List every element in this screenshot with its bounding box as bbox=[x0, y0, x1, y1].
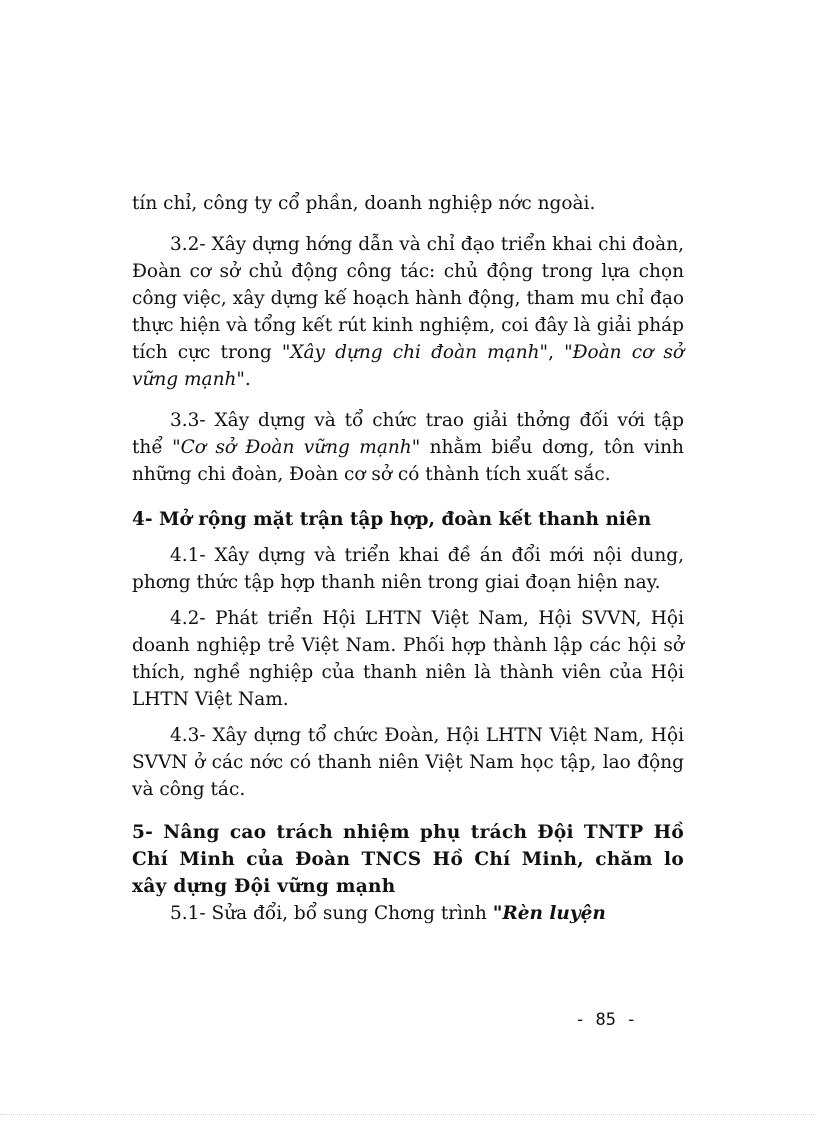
paragraph-3-2-emphasis-1: "Xây dựng chi đoàn mạnh" bbox=[281, 342, 549, 363]
paragraph-3-2-separator: , bbox=[548, 342, 565, 363]
paragraph-3-3-text: 3.3- Xây dựng và tổ chức trao giải thởng đối với tập thể " bbox=[132, 410, 684, 458]
paragraph-3-3-emphasis: Cơ sở Đoàn vững mạnh bbox=[180, 437, 412, 458]
paragraph-3-2-text: 3.2- Xây dựng hớng dẫn và chỉ đạo triển khai chi đoàn, Đoàn cơ sở chủ động công tác: chủ động trong lựa chọn công việc, xây dựng kế hoạch hành động, tham mu chỉ đạo thực hiện và tổng kết rút kinh nghiệm, coi đây là giải pháp tích cực trong bbox=[132, 234, 684, 363]
section-heading-5: 5- Nâng cao trách nhiệm phụ trách Đội TNTP Hồ Chí Minh của Đoàn TNCS Hồ Chí Minh, chăm lo xây dựng Đội vững mạnh bbox=[132, 822, 684, 897]
paragraph-3-2-emphasis-2: "Đoàn cơ sở vững mạnh" bbox=[132, 342, 684, 390]
paragraph-5-1-text: 5.1- Sửa đổi, bổ sung Chơng trình bbox=[170, 903, 493, 924]
paragraph-4-3: 4.3- Xây dựng tổ chức Đoàn, Hội LHTN Việt Nam, Hội SVVN ở các nớc có thanh niên Việt Nam học tập, lao động và công tác. bbox=[132, 725, 684, 800]
footer-divider bbox=[0, 1114, 816, 1115]
paragraph-3-3-text-end: " nhằm biểu dơng, tôn vinh những chi đoàn, Đoàn cơ sở có thành tích xuất sắc. bbox=[132, 437, 684, 485]
continuation-paragraph: tín chỉ, công ty cổ phần, doanh nghiệp nớc ngoài. bbox=[132, 193, 596, 214]
page-number: - 85 - bbox=[575, 1010, 637, 1030]
paragraph-3-2 bbox=[132, 231, 684, 393]
paragraph-4-1: 4.1- Xây dựng và triển khai đề án đổi mới nội dung, phơng thức tập hợp thanh niên trong giai đoạn hiện nay. bbox=[132, 545, 684, 593]
paragraph-4-2: 4.2- Phát triển Hội LHTN Việt Nam, Hội SVVN, Hội doanh nghiệp trẻ Việt Nam. Phối hợp thành lập các hội sở thích, nghề nghiệp của thanh niên là thành viên của Hội LHTN Việt Nam. bbox=[132, 608, 684, 710]
paragraph-3-3 bbox=[132, 407, 684, 488]
paragraph-5-1 bbox=[132, 900, 684, 927]
paragraph-5-1-emphasis: "Rèn luyện bbox=[492, 903, 606, 924]
paragraph-3-2-end: . bbox=[244, 369, 251, 390]
document-body bbox=[132, 190, 684, 927]
section-heading-4: 4- Mở rộng mặt trận tập hợp, đoàn kết thanh niên bbox=[132, 509, 652, 530]
